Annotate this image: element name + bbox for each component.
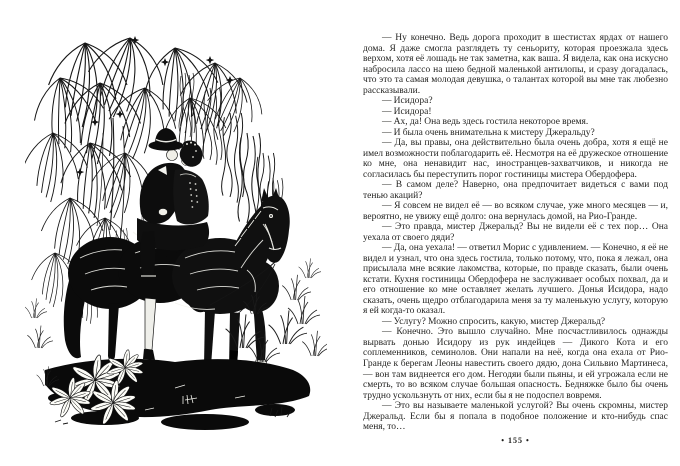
book-illustration — [25, 18, 327, 456]
paragraph: — Да, она уехала! — ответил Морис с удивлением. — Конечно, я её не видел и узнал, что она здесь гостила, только потому, что, пока я лежал, она присылала мне всякие лакомства, которые, по правде сказать, были очень кстати. Кухня гостиницы Обердофера не заслуживает особых похвал, да и его отношение ко мне оставляет желать лучшего. Донья Исидора, надо сказать, очень щедро отблагодарила меня за ту маленькую услугу, которую я ей когда-то оказал. — [363, 243, 668, 317]
paragraph: — Ну конечно. Ведь дорога проходит в шестистах ярдах от нашего дома. Я даже смогла разглядеть ту сеньориту, которая проезжала здесь верхом, хотя её лошадь не так заметна, как ваша. Я видела, как она искусно набросила лассо на шею бедной маленькой антилопы, и сразу догадалась, что это та самая молодая девушка, о талантах которой вы мне так любезно рассказывали. — [363, 33, 668, 96]
paragraph: — Это вы называете маленькой услугой? Вы очень скромны, мистер Джеральд. Если бы я попала в подобное положение и кто-нибудь спас меня, то… — [363, 401, 668, 433]
paragraph: — Исидора? — [382, 96, 433, 107]
paragraph: — Это правда, мистер Джеральд? Вы не видели её с тех пор… Она уехала от своего дяди? — [363, 222, 668, 243]
engraving-svg — [25, 18, 327, 456]
paragraph: — Я совсем не видел её — во всяком случае, уже много месяцев — и, вероятно, не увижу ещё долго: она вернулась домой, на Рио-Гранде. — [363, 201, 668, 222]
paragraph: — Исидора! — [382, 106, 432, 117]
paragraph: — И была очень внимательна к мистеру Джеральду? — [382, 127, 595, 138]
paragraph: — Услугу? Можно спросить, какую, мистер Джеральд? — [382, 316, 606, 327]
page-text — [363, 33, 668, 433]
paragraph: — В самом деле? Наверно, она предпочитает видеться с вами под тенью акаций? — [363, 180, 668, 201]
paragraph: — Конечно. Это вышло случайно. Мне посчастливилось однажды вырвать донью Исидору из рук индейцев — Дикого Кота и его соплеменников, семинолов. Они напали на неё, когда она ехала от Рио-Гранде к берегам Леоны навестить своего дядю, дона Сильвио Мартинеса, — вон там виднеется его дом. Негодяи были пьяны, и ей угрожала если не смерть, то во всяком случае большая опасность. Бедняжке было бы очень трудно ускользнуть от них, если бы я не подоспел вовремя. — [363, 327, 668, 401]
paragraph: — Ах, да! Она ведь здесь гостила некоторое время. — [382, 117, 589, 128]
page-number: • 155 • — [501, 436, 530, 445]
paragraph: — Да, вы правы, она действительно была очень добра, хотя я ещё не имел возможности поблагодарить её. Несмотря на её дружеское отношение ко мне, она ненавидит нас, иностранцев-захватчиков, и никогда не согласилась бы переступить порог гостиницы мистера Обердофера. — [363, 138, 668, 180]
